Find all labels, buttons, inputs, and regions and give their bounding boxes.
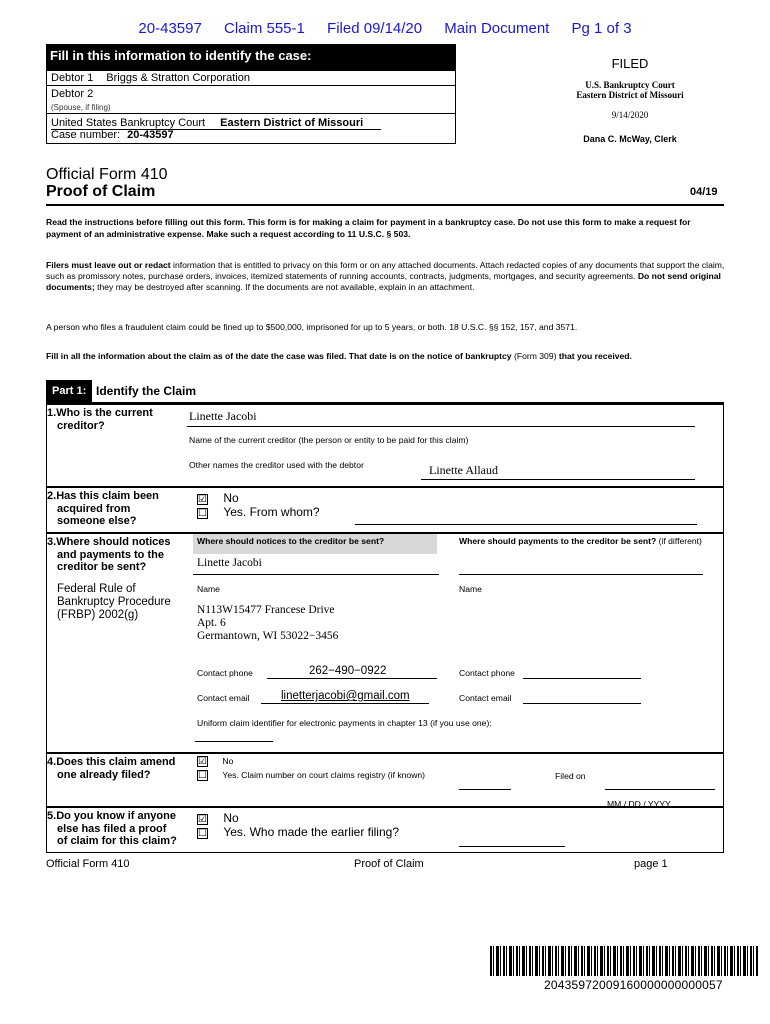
- court-label: United States Bankruptcy Court: [51, 117, 206, 129]
- contact-email-label: Contact email: [197, 693, 250, 703]
- contact-phone-label: Contact phone: [197, 668, 253, 678]
- q5-yes-label: Yes. Who made the earlier filing?: [223, 825, 399, 839]
- other-names-label: Other names the creditor used with the debtor: [189, 460, 364, 470]
- footer-title: Proof of Claim: [354, 858, 424, 870]
- page-count-header: Pg 1 of 3: [571, 20, 632, 37]
- contact-phone-label-2: Contact phone: [459, 668, 515, 678]
- fill-instruction-c: that you received.: [558, 351, 632, 361]
- address-line-2: Apt. 6: [197, 617, 226, 629]
- fraud-warning: A person who files a fraudulent claim could be fined up to $500,000, imprisoned for up to 5 years, or both. 18 U.S.C. §§ 152, 157, and 3571.: [46, 322, 578, 332]
- q2-yes-label: Yes. From whom?: [223, 505, 320, 519]
- case-box-title: Fill in this information to identify the case:: [46, 44, 456, 70]
- barcode-number: 20435972009160000000000057: [544, 978, 723, 992]
- contact-phone-value[interactable]: 262−490−0922: [309, 665, 387, 677]
- case-number-header: 20-43597: [138, 20, 202, 37]
- q5-no-checkbox[interactable]: ☑: [198, 814, 207, 825]
- no-originals-bold: Do not send original documents;: [46, 271, 721, 292]
- payment-email-field[interactable]: [523, 703, 641, 704]
- notice-name-label: Name: [197, 584, 220, 594]
- q2-number: 2.: [47, 490, 57, 502]
- contact-email-value[interactable]: linetterjacobi@gmail.com: [281, 690, 410, 702]
- other-names-value[interactable]: Linette Allaud: [429, 463, 498, 477]
- fill-instruction-a: Fill in all the information about the claim as of the date the case was filed. That date is on the notice of bankruptcy: [46, 351, 512, 361]
- frbp-line-1: Federal Rule of: [57, 583, 136, 595]
- q3-label-2: and payments to the: [57, 548, 164, 561]
- stamp-filed: FILED: [611, 56, 649, 71]
- question-4-box: [46, 753, 724, 807]
- q3-label-1: Where should notices: [56, 536, 171, 548]
- q3-number: 3.: [47, 536, 57, 548]
- court-value[interactable]: Eastern District of Missouri: [220, 117, 364, 129]
- q5-yes-checkbox[interactable]: ☐: [198, 828, 207, 839]
- redact-bold: Filers must leave out or redact: [46, 260, 171, 270]
- debtor1-label: Debtor 1: [51, 72, 94, 84]
- creditor-name-caption: Name of the current creditor (the person or entity to be paid for this claim): [189, 435, 469, 445]
- address-line-3: Germantown, WI 53022−3456: [197, 630, 339, 642]
- filed-on-label: Filed on: [555, 771, 586, 781]
- q4-yes-label: Yes. Claim number on court claims registry (if known): [222, 770, 426, 780]
- footer-form: Official Form 410: [46, 858, 130, 870]
- q2-yes-checkbox[interactable]: ☐: [198, 508, 207, 519]
- q4-label-1: Does this claim amend: [56, 756, 176, 768]
- frbp-line-3: (FRBP) 2002(g): [57, 609, 139, 621]
- payments-header-bold: Where should payments to the creditor be sent?: [459, 536, 657, 546]
- redact-text-end: they may be destroyed after scanning. If the documents are not available, explain in an attachment.: [94, 282, 475, 292]
- q4-label-2: one already filed?: [57, 768, 151, 781]
- q5-no-label: No: [223, 811, 239, 825]
- barcode-image: [490, 946, 758, 976]
- q2-label-1: Has this claim been: [56, 490, 159, 502]
- payment-name-field[interactable]: [459, 574, 703, 575]
- q5-label-2: else has filed a proof: [57, 822, 167, 835]
- payments-header-rest: (if different): [656, 536, 702, 546]
- question-2-box: [46, 487, 724, 533]
- form-version: 04/19: [690, 186, 718, 198]
- payment-name-label: Name: [459, 584, 482, 594]
- q2-no-checkbox[interactable]: ☑: [198, 494, 207, 505]
- instructions-redact: [46, 260, 726, 293]
- q1-number: 1.: [47, 407, 57, 419]
- address-line-1: N113W15477 Francese Drive: [197, 604, 335, 616]
- case-number-value[interactable]: 20-43597: [127, 129, 174, 141]
- q5-number: 5.: [47, 810, 57, 822]
- claim-number-field[interactable]: [459, 789, 511, 790]
- stamp-court: U.S. Bankruptcy Court: [585, 80, 675, 90]
- question-1-box: [46, 404, 724, 487]
- stamp-clerk: Dana C. McWay, Clerk: [583, 134, 677, 144]
- q2-label-2: acquired from: [57, 502, 131, 515]
- q1-label-1: Who is the current: [56, 407, 153, 419]
- q2-label-3: someone else?: [57, 515, 137, 527]
- q4-number: 4.: [47, 756, 57, 768]
- q5-label-1: Do you know if anyone: [56, 810, 176, 822]
- footer-page: page 1: [634, 858, 668, 870]
- creditor-name-value[interactable]: Linette Jacobi: [189, 409, 257, 423]
- notices-header: Where should notices to the creditor be sent?: [193, 534, 437, 554]
- q2-no-label: No: [223, 491, 239, 505]
- form-number: Official Form 410: [46, 166, 168, 183]
- claim-number-header: Claim 555-1: [224, 20, 305, 37]
- q5-label-3: of claim for this claim?: [57, 835, 177, 847]
- q3-label-3: creditor be sent?: [57, 561, 147, 573]
- frbp-line-2: Bankruptcy Procedure: [57, 596, 171, 608]
- q4-no-label: No: [222, 756, 234, 766]
- question-5-box: [46, 807, 724, 853]
- spouse-label: (Spouse, if filing): [51, 103, 111, 112]
- form-title: Proof of Claim: [46, 183, 156, 200]
- debtor1-value[interactable]: Briggs & Stratton Corporation: [106, 72, 250, 84]
- part1-title: Identify the Claim: [96, 384, 197, 398]
- notice-name-value[interactable]: Linette Jacobi: [197, 557, 262, 569]
- date-format-label: MM / DD / YYYY: [607, 799, 671, 809]
- case-number-label: Case number:: [51, 129, 121, 141]
- earlier-filing-field[interactable]: [459, 846, 565, 847]
- document-type-header: Main Document: [444, 20, 550, 37]
- q4-yes-checkbox[interactable]: ☐: [198, 770, 207, 781]
- question-3-box: [46, 533, 724, 753]
- notice-address-block[interactable]: [197, 604, 338, 643]
- stamp-district: Eastern District of Missouri: [576, 90, 684, 100]
- payments-header: [459, 536, 709, 546]
- instructions-intro: Read the instructions before filling out this form. This form is for making a claim for payment in a bankruptcy case. Do not use this form to make a request for payment of an administrative expense. Make such a request according to 11 U.S.C. § 503.: [46, 217, 691, 240]
- part1-tag: Part 1:: [46, 380, 92, 402]
- debtor2-label: Debtor 2: [51, 88, 94, 100]
- case-info-box: [46, 44, 456, 144]
- q4-no-checkbox[interactable]: ☑: [198, 756, 207, 767]
- fill-instruction-form: (Form 309): [511, 351, 559, 361]
- filed-date-header: Filed 09/14/20: [327, 20, 423, 37]
- filed-on-field[interactable]: [605, 789, 715, 790]
- payment-phone-field[interactable]: [523, 678, 641, 679]
- stamp-date: 9/14/2020: [611, 110, 649, 120]
- contact-email-label-2: Contact email: [459, 693, 512, 703]
- fill-instruction: [46, 350, 726, 362]
- q1-label-2: creditor?: [57, 419, 105, 432]
- filed-stamp: [565, 56, 695, 144]
- uniform-identifier-label: Uniform claim identifier for electronic payments in chapter 13 (if you use one):: [197, 718, 492, 728]
- uniform-identifier-field[interactable]: [195, 741, 273, 742]
- q2-from-whom-field[interactable]: [355, 524, 697, 525]
- redact-text: information that is entitled to privacy on this form or on any attached documents. Attach redacted copies of any documents that support the claim, such as promissory notes, purchase orders, invoices, itemized statements of running accounts, contracts, judgments, mortgages, and security agreements.: [46, 260, 725, 281]
- docket-header: [0, 20, 770, 37]
